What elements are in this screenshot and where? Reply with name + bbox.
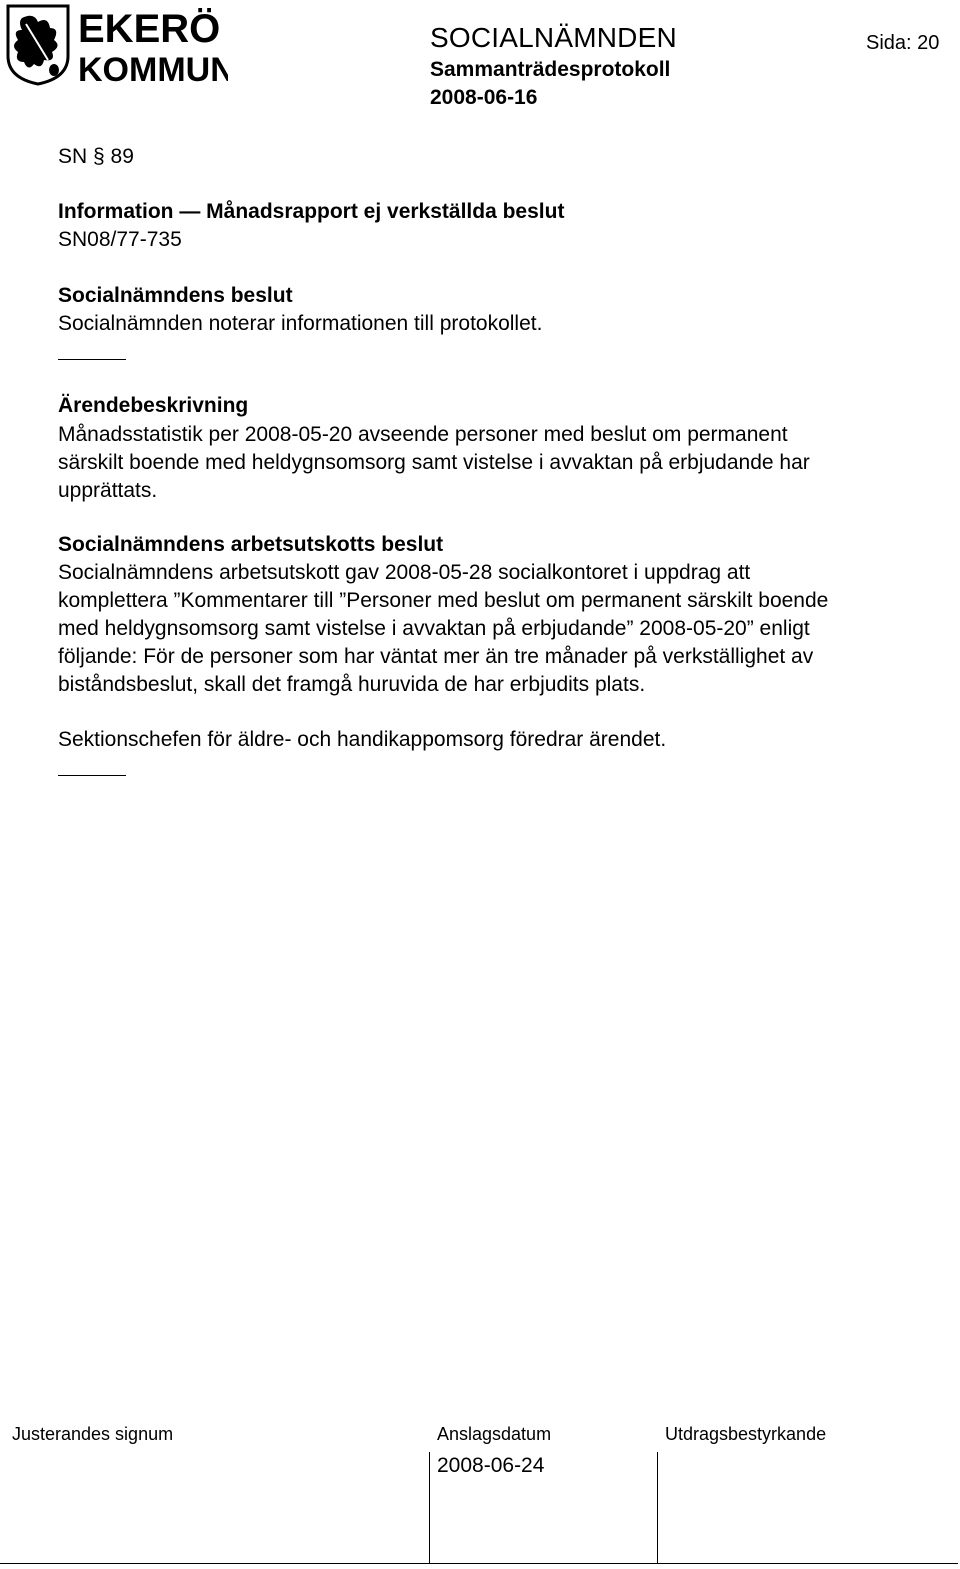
committee-line: följande: För de personer som har väntat mer än tre månader på verkställighet av [58,645,814,668]
committee-line: Socialnämndens arbetsutskott gav 2008-05-28 socialkontoret i uppdrag att [58,561,751,584]
page-number: Sida: 20 [866,32,940,54]
footer-divider [657,1452,658,1564]
posting-date: 2008-06-24 [437,1454,545,1477]
oak-leaf-shield-icon [4,2,228,86]
extract-label: Utdragsbestyrkande [665,1424,827,1444]
description-line: upprättats. [58,479,158,502]
municipality-logo [4,2,228,86]
committee-heading: Socialnämndens arbetsutskotts beslut [58,533,444,556]
decision-heading: Socialnämndens beslut [58,284,293,307]
decision-text: Socialnämnden noterar informationen till protokollet. [58,312,543,335]
presenter-text: Sektionschefen för äldre- och handikappomsorg föredrar ärendet. [58,728,667,751]
document-type: Sammanträdesprotokoll [430,58,671,81]
separator-rule [58,775,126,776]
description-heading: Ärendebeskrivning [58,394,249,417]
committee-line: komplettera ”Kommentarer till ”Personer med beslut om permanent särskilt boende [58,589,829,612]
description-line: särskilt boende med heldygnsomsorg samt vistelse i avvaktan på erbjudande har [58,451,810,474]
case-title: Information — Månadsrapport ej verkställda beslut [58,200,565,223]
committee-line: biståndsbeslut, skall det framgå huruvida de har erbjudits plats. [58,673,646,696]
meeting-date: 2008-06-16 [430,86,538,109]
footer-divider [429,1452,430,1564]
footer-bottom-rule [0,1563,958,1564]
separator-rule [58,359,126,360]
posting-date-label: Anslagsdatum [437,1424,552,1444]
logo-text-line2: KOMMUN [78,51,228,86]
signature-label: Justerandes signum [12,1424,174,1444]
committee-line: med heldygnsomsorg samt vistelse i avvaktan på erbjudande” 2008-05-20” enligt [58,617,810,640]
org-title: SOCIALNÄMNDEN [430,22,677,53]
case-number: SN08/77-735 [58,228,182,251]
paragraph-ref: SN § 89 [58,145,134,168]
description-line: Månadsstatistik per 2008-05-20 avseende personer med beslut om permanent [58,423,788,446]
logo-text-line1: EKERÖ [78,7,221,51]
